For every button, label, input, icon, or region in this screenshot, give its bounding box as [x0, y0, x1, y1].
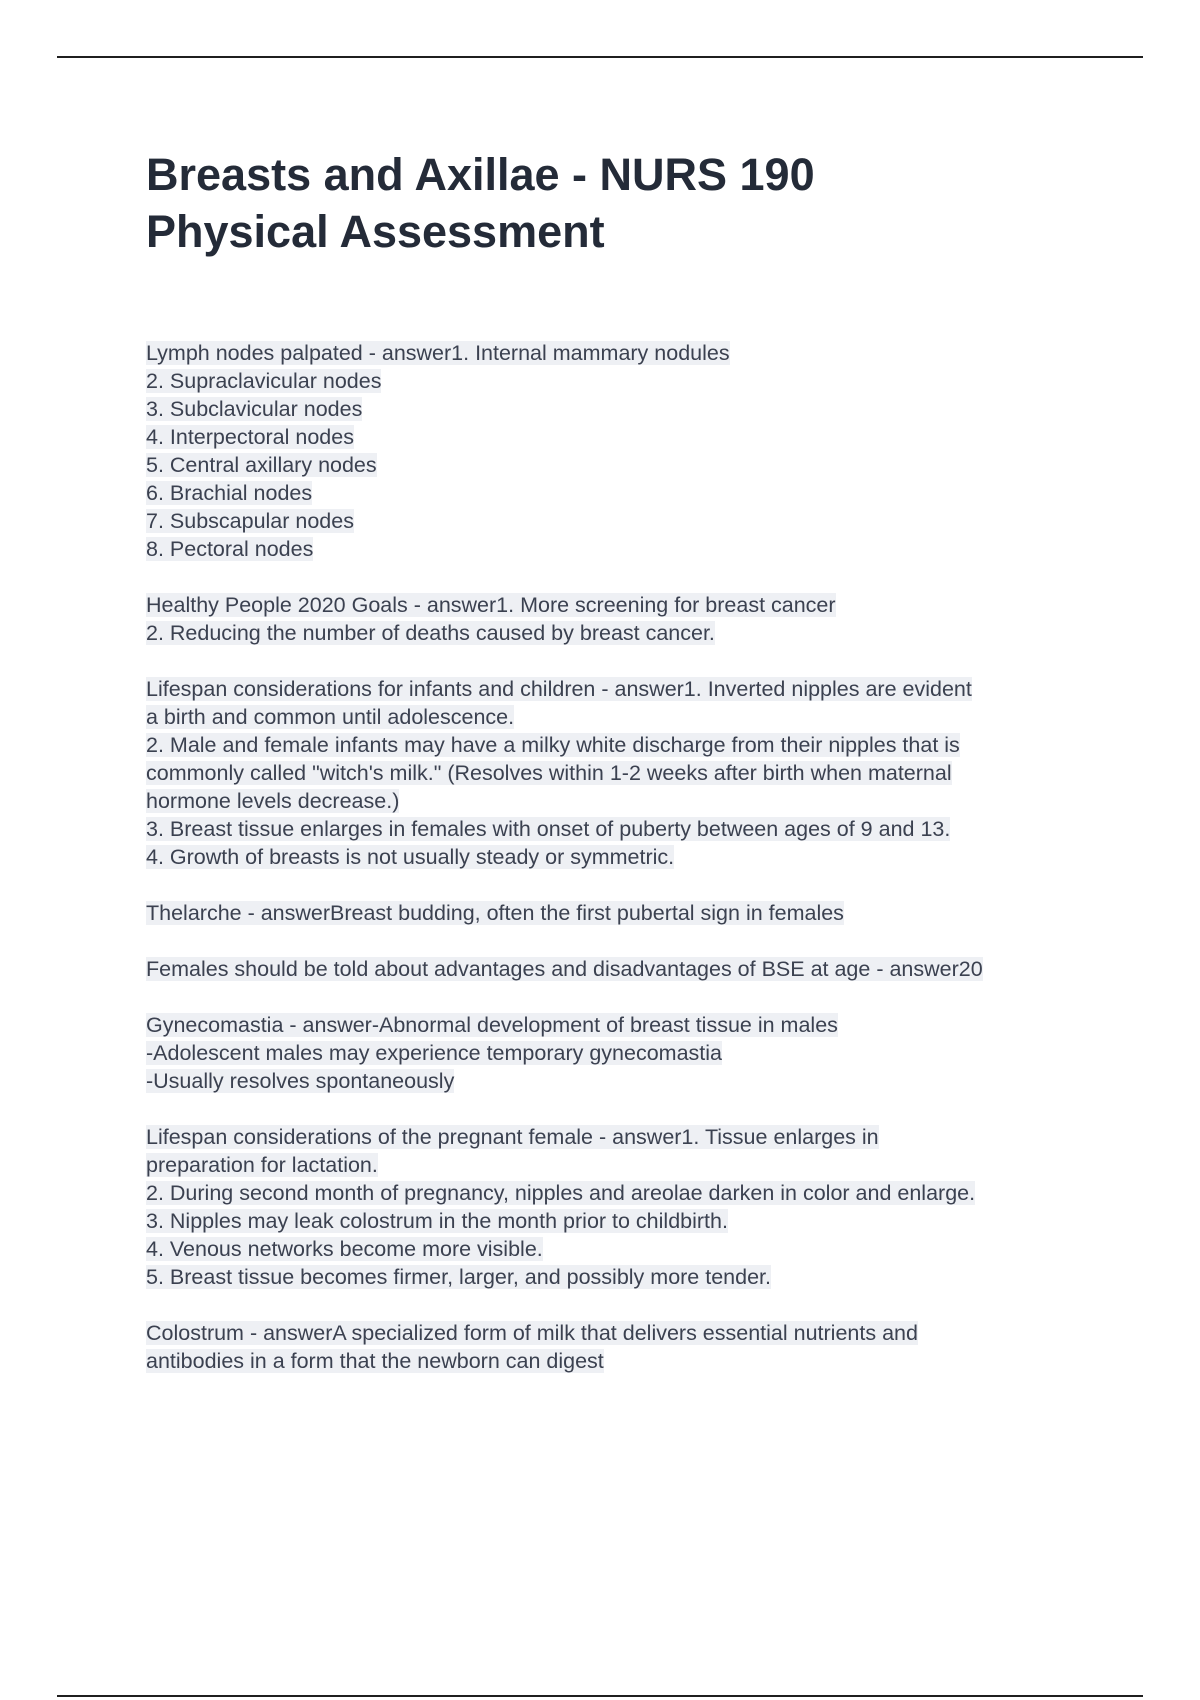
entry-answer-line: [146, 759, 1106, 787]
entry-term-line: [146, 1011, 1106, 1039]
entry-text: Gynecomastia - answer-Abnormal development of breast tissue in males: [146, 1013, 838, 1037]
entry-answer-line: [146, 451, 1106, 479]
entry-text: 8. Pectoral nodes: [146, 537, 314, 561]
entry-term-line: [146, 899, 1106, 927]
entry-answer-line: [146, 1235, 1106, 1263]
entry-term-line: [146, 1319, 1106, 1347]
entry-answer-line: [146, 423, 1106, 451]
entry-text: 4. Venous networks become more visible.: [146, 1237, 543, 1261]
entry-term-line: [146, 955, 1106, 983]
top-rule: [57, 56, 1143, 58]
entry-term-line: [146, 591, 1106, 619]
entry-answer-line: [146, 507, 1106, 535]
entry-answer-line: [146, 1039, 1106, 1067]
entry-text: 5. Central axillary nodes: [146, 453, 377, 477]
entry-text: antibodies in a form that the newborn can digest: [146, 1349, 604, 1373]
entry-answer-line: [146, 535, 1106, 563]
entry-text: -Usually resolves spontaneously: [146, 1069, 455, 1093]
flashcard-entry: [146, 591, 1106, 647]
entry-text: Lymph nodes palpated - answer1. Internal mammary nodules: [146, 341, 730, 365]
entry-term-line: [146, 675, 1106, 703]
entry-text: Colostrum - answerA specialized form of milk that delivers essential nutrients and: [146, 1321, 918, 1345]
flashcard-entry: [146, 1011, 1106, 1095]
entry-text: a birth and common until adolescence.: [146, 705, 515, 729]
entry-text: 4. Interpectoral nodes: [146, 425, 354, 449]
entry-answer-line: [146, 1151, 1106, 1179]
bottom-rule: [57, 1695, 1143, 1697]
title-line: Physical Assessment: [146, 206, 605, 257]
entry-text: 2. Reducing the number of deaths caused by breast cancer.: [146, 621, 715, 645]
entry-answer-line: [146, 815, 1106, 843]
entry-term-line: [146, 1123, 1106, 1151]
entry-text: hormone levels decrease.): [146, 789, 400, 813]
entry-answer-line: [146, 787, 1106, 815]
flashcard-entry: [146, 675, 1106, 871]
entry-text: 3. Breast tissue enlarges in females with onset of puberty between ages of 9 and 13.: [146, 817, 951, 841]
title-line: Breasts and Axillae - NURS 190: [146, 149, 815, 200]
entry-text: Females should be told about advantages and disadvantages of BSE at age - answer20: [146, 957, 983, 981]
entry-answer-line: [146, 1347, 1106, 1375]
entry-answer-line: [146, 619, 1106, 647]
entry-answer-line: [146, 843, 1106, 871]
flashcard-entry: [146, 899, 1106, 927]
entry-text: preparation for lactation.: [146, 1153, 378, 1177]
flashcard-list: [146, 339, 1106, 1403]
entry-text: 3. Nipples may leak colostrum in the month prior to childbirth.: [146, 1209, 728, 1233]
entry-text: 5. Breast tissue becomes firmer, larger, and possibly more tender.: [146, 1265, 771, 1289]
entry-answer-line: [146, 703, 1106, 731]
entry-answer-line: [146, 367, 1106, 395]
flashcard-entry: [146, 1123, 1106, 1291]
entry-answer-line: [146, 479, 1106, 507]
flashcard-entry: [146, 339, 1106, 563]
entry-answer-line: [146, 1067, 1106, 1095]
entry-text: Thelarche - answerBreast budding, often the first pubertal sign in females: [146, 901, 844, 925]
flashcard-entry: [146, 955, 1106, 983]
entry-text: 2. During second month of pregnancy, nipples and areolae darken in color and enlarge.: [146, 1181, 976, 1205]
entry-text: Lifespan considerations for infants and children - answer1. Inverted nipples are evident: [146, 677, 972, 701]
entry-answer-line: [146, 395, 1106, 423]
entry-text: 6. Brachial nodes: [146, 481, 313, 505]
entry-text: 2. Supraclavicular nodes: [146, 369, 382, 393]
entry-text: 3. Subclavicular nodes: [146, 397, 363, 421]
entry-answer-line: [146, 731, 1106, 759]
entry-text: -Adolescent males may experience temporary gynecomastia: [146, 1041, 722, 1065]
document-title: [146, 146, 1046, 260]
entry-text: Lifespan considerations of the pregnant female - answer1. Tissue enlarges in: [146, 1125, 879, 1149]
entry-text: commonly called "witch's milk." (Resolves within 1-2 weeks after birth when maternal: [146, 761, 952, 785]
entry-term-line: [146, 339, 1106, 367]
entry-answer-line: [146, 1179, 1106, 1207]
entry-text: 4. Growth of breasts is not usually steady or symmetric.: [146, 845, 675, 869]
entry-text: 2. Male and female infants may have a milky white discharge from their nipples that is: [146, 733, 960, 757]
entry-answer-line: [146, 1207, 1106, 1235]
flashcard-entry: [146, 1319, 1106, 1375]
entry-text: 7. Subscapular nodes: [146, 509, 354, 533]
entry-answer-line: [146, 1263, 1106, 1291]
entry-text: Healthy People 2020 Goals - answer1. More screening for breast cancer: [146, 593, 836, 617]
